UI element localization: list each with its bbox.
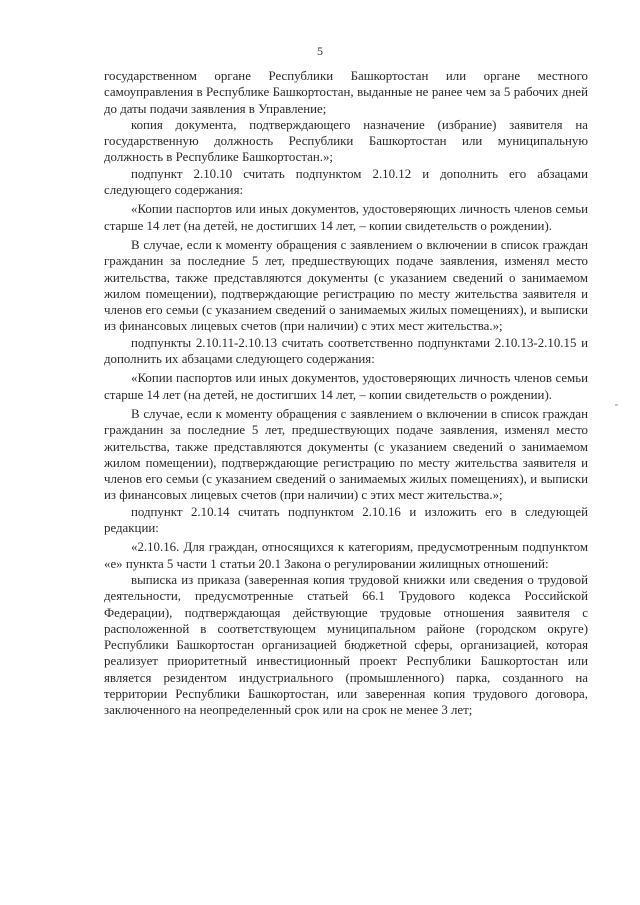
paragraph-4: «Копии паспортов или иных документов, удостоверяющих личность членов семьи старше 14 лет (на детей, не достигших 14 лет, – копии свидетельств о рождении). <box>104 202 588 233</box>
paragraph-7: «Копии паспортов или иных документов, удостоверяющих личность членов семьи старше 14 лет (на детей, не достигших 14 лет, – копии свидетельств о рождении). <box>104 371 588 402</box>
paragraph-9: подпункт 2.10.14 считать подпунктом 2.10.16 и изложить его в следующей редакции: <box>104 504 588 536</box>
paragraph-1: государственном органе Республики Башкортостан или органе местного самоуправления в Республике Башкортостан, выданные не ранее чем за 5 рабочих дней до даты подачи заявления в Управление; <box>104 69 588 116</box>
paragraph-11: выписка из приказа (заверенная копия трудовой книжки или сведения о трудовой деятельности, предусмотренные статьей 66.1 Трудового кодекса Российской Федерации), подтверждающая действующие трудовые отношения заявителя с расположенной в соответствующем муниципальном районе (городском округе) Республики Башкортостан организацией бюджетной сферы, организацией, которая реализует приоритетный инвестиционный проект Республики Башкортостан или является резидентом индустриального (промышленного) парка, созданного на территории Республики Башкортостан, или заверенная копия трудового договора, заключенного на неопределенный срок или на срок не менее 3 лет; <box>104 572 588 718</box>
document-body <box>104 68 588 719</box>
paragraph-6: подпункты 2.10.11-2.10.13 считать соответственно подпунктами 2.10.13-2.10.15 и дополнить их абзацами следующего содержания: <box>104 335 588 367</box>
paragraph-3: подпункт 2.10.10 считать подпунктом 2.10.12 и дополнить его абзацами следующего содержания: <box>104 166 588 198</box>
paragraph-10: «2.10.16. Для граждан, относящихся к категориям, предусмотренным подпунктом «е» пункта 5 части 1 статьи 20.1 Закона о регулировании жилищных отношений: <box>104 540 588 571</box>
paragraph-8: В случае, если к моменту обращения с заявлением о включении в список граждан гражданин за последние 5 лет, предшествующих подаче заявления, изменял место жительства, также представляются документы (с указанием сведений о занимаемом жилом помещении), подтверждающие регистрацию по месту жительства заявителя и членов его семьи (с указанием сведений о занимаемых жилых помещениях), и выписки из финансовых лицевых счетов (при наличии) с этих мест жительства.»; <box>104 406 588 503</box>
scan-speck <box>615 404 618 406</box>
paragraph-5: В случае, если к моменту обращения с заявлением о включении в список граждан гражданин за последние 5 лет, предшествующих подаче заявления, изменял место жительства, также представляются документы (с указанием сведений о занимаемом жилом помещении), подтверждающие регистрацию по месту жительства заявителя и членов его семьи (с указанием сведений о занимаемых жилых помещениях), и выписки из финансовых лицевых счетов (при наличии) с этих мест жительства.»; <box>104 237 588 334</box>
paragraph-2: копия документа, подтверждающего назначение (избрание) заявителя на государственную должность Республики Башкортостан или муниципальную должность в Республике Башкортостан.»; <box>104 117 588 165</box>
page-number: 5 <box>317 44 323 58</box>
